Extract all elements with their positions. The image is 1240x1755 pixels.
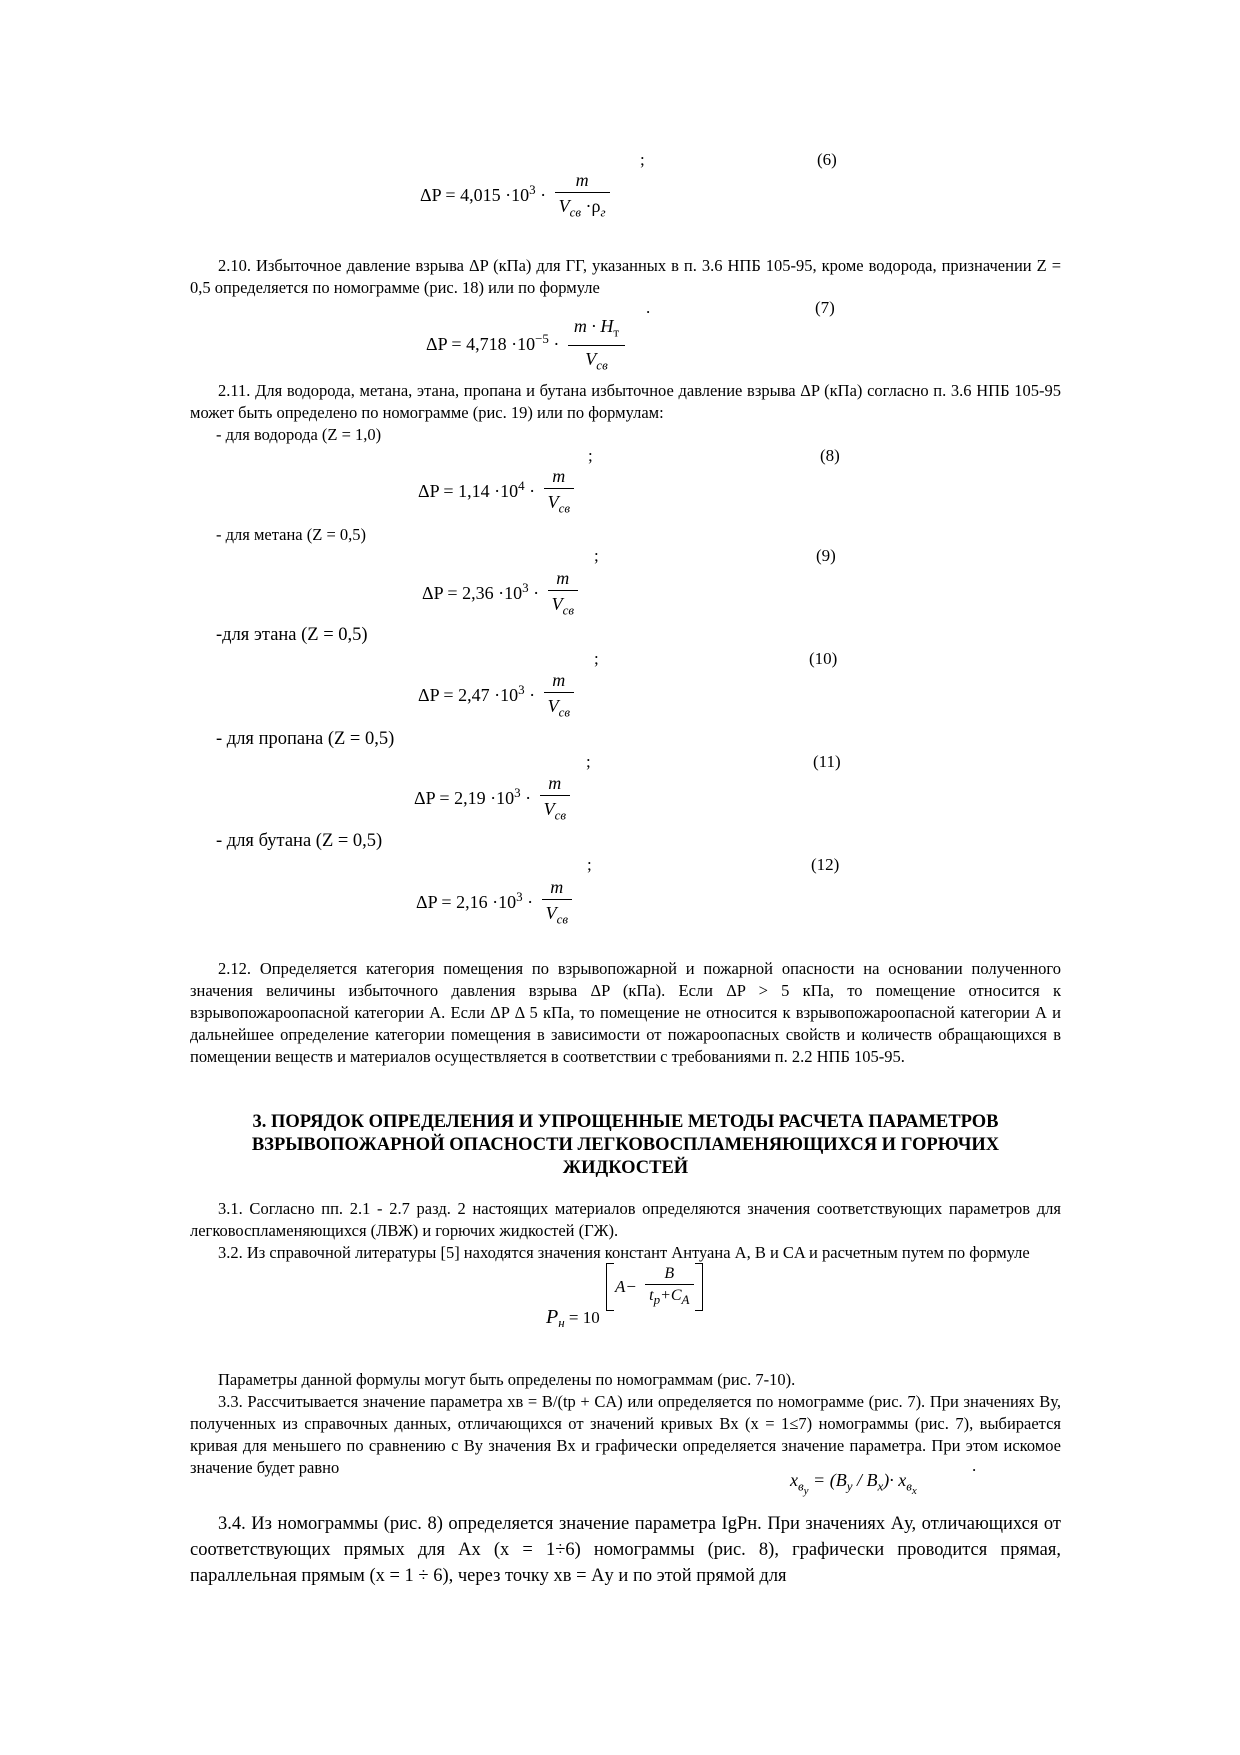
formula-eq8 [418,464,574,522]
eq12-exp: 3 [516,888,523,904]
pn-denom-plus: +C [660,1287,682,1304]
eq7-denom-v: V [585,348,597,369]
eq12-denom-v: V [545,903,557,923]
formula-eq10 [418,668,574,726]
pn-lhs-sub: н [558,1315,565,1331]
eq12-numerator: m [542,875,572,900]
eq8-denom-v: V [547,492,559,512]
eq8-exp: 4 [518,477,525,493]
eq8-fraction [544,464,574,522]
eq12-denominator [542,900,572,933]
eq6-denom-rho-sub: г [600,204,606,220]
eq10-lhs: ΔP = 2,47 ·10 [418,684,519,705]
xv-x: x [790,1470,798,1490]
formula-eq12 [416,875,572,933]
label-propane: - для пропана (Z = 0,5) [216,729,395,749]
eq9-denom-v: V [551,594,563,614]
paragraph-2-12-text: 2.12. Определяется категория помещения по взрывопожарной и пожарной опасности на основании полученного значения величины избыточного давления взрыва ΔP (кПа). Если ΔP > 5 кПа, то помещение относится к взрывопожароопасной категории А. Если ΔP Δ 5 кПа, то помещение не относится к взрывопожароопасной категории А и дальнейшее определение категории помещения в зависимости от пожароопасных свойств и количеств обращающихся в помещении веществ и материалов осуществляется в соответствии с требованиями п. 2.2 НПБ 105-95. [190,959,1061,1066]
eq11-denominator [540,796,570,829]
xv-subsub: y [803,1485,809,1497]
eq11-semicolon: ; [586,752,591,771]
eq11-numerator: m [540,771,570,796]
eq10-fraction [544,668,574,726]
eq6-denom-v: V [558,196,570,216]
eq9-numerator: m [548,566,578,591]
eq8-denominator [544,489,574,522]
eq7-number: (7) [815,298,835,317]
eq9-semicolon: ; [594,546,599,565]
eq8-lhs: ΔP = 1,14 ·10 [418,480,519,501]
eq8-dot: · [524,480,536,501]
eq9-fraction [548,566,578,624]
pn-denom-sub2: A [681,1292,690,1308]
eq9-exp: 3 [522,579,529,595]
eq6-denom-rho: ·ρ [581,196,601,216]
eq11-denom-sub: св [554,807,566,823]
label-hydrogen: - для водорода (Z = 1,0) [216,425,382,444]
paragraph-3-3 [190,1369,1061,1479]
eq11-fraction [540,771,570,829]
xv-tail: )· x [883,1470,907,1490]
label-ethane: -для этана (Z = 0,5) [216,625,368,645]
eq6-number: (6) [817,150,837,169]
section-3-heading: 3. ПОРЯДОК ОПРЕДЕЛЕНИЯ И УПРОЩЕННЫЕ МЕТОДЫ РАСЧЕТА ПАРАМЕТРОВ ВЗРЫВОПОЖАРНОЙ ОПАСНОСТИ ЛЕГКОВОСПЛАМЕНЯЮЩИХСЯ И ГОРЮЧИХ ЖИДКОСТЕЙ [251,1112,1000,1178]
paragraph-2-11 [190,380,1061,424]
eq6-fraction [555,168,610,226]
xv-t-sub: в [906,1478,912,1494]
eq7-lhs: ΔP = 4,718 ·10 [426,334,536,355]
eq6-lhs: ΔP = 4,015 ·10 [420,184,530,205]
paragraph-3-1-3-2 [190,1198,1061,1264]
eq10-number: (10) [809,649,838,668]
eq7-numerator [568,314,625,346]
paragraph-3-4-text: 3.4. Из номограммы (рис. 8) определяется значение параметра IgPн. При значениях Aу, отличающихся от соответствующих прямых для Aх (х = 1÷6) номограммы (рис. 8), графически проводится прямая, параллельная прямым (х = 1 ÷ 6), через точку xв = Aу и по этой прямой для [190,1514,1061,1586]
pn-denominator [645,1285,693,1311]
eq7-exp: −5 [535,331,549,347]
eq12-dot: · [522,891,534,912]
eq8-denom-sub: св [558,500,570,516]
pn-denom-sub: p [653,1292,661,1308]
eq10-semicolon: ; [594,649,599,668]
xv-mid: / B [852,1470,878,1490]
pn-a: A− [615,1277,637,1297]
paragraph-params-text: Параметры данной формулы могут быть определены по номограммам (рис. 7-10). [218,1370,796,1389]
eq10-denominator [544,693,574,726]
paragraph-3-1-text: 3.1. Согласно пп. 2.1 - 2.7 разд. 2 настоящих материалов определяются значения соответствующих параметров для легковоспламеняющихся (ЛВЖ) и горючих жидкостей (ГЖ). [190,1199,1061,1240]
paragraph-3-2-text: 3.2. Из справочной литературы [5] находятся значения констант Антуана A, B и CA и расчетным путем по формуле [218,1243,1030,1262]
eq7-denominator [568,346,625,379]
eq10-denom-sub: св [558,704,570,720]
xv-b-sub2: x [877,1478,884,1494]
eq7-fraction [568,314,625,378]
eq8-semicolon: ; [588,446,593,465]
eq6-dot: · [535,184,547,205]
xv-t-subsub: x [911,1485,917,1497]
pn-eq: = 10 [564,1307,600,1327]
eq9-denom-sub: св [562,602,574,618]
xv-b-sub: y [846,1478,853,1494]
formula-xv [790,1470,917,1497]
eq8-numerator: m [544,464,574,489]
formula-eq6 [420,168,610,226]
formula-pn [546,1265,703,1331]
eq9-number: (9) [816,546,836,565]
pn-lhs: P [546,1305,559,1328]
eq9-denominator [548,591,578,624]
label-methane: - для метана (Z = 0,5) [216,525,366,544]
eq11-exp: 3 [514,784,521,800]
eq7-denom-sub: св [596,357,608,373]
eq10-numerator: m [544,668,574,693]
eq6-numerator: m [555,168,610,193]
p33-dot: . [972,1456,977,1475]
eq12-number: (12) [811,855,840,874]
eq6-denom-sub: св [569,204,581,220]
eq12-denom-sub: св [556,911,568,927]
eq9-dot: · [528,582,540,603]
label-butane: - для бутана (Z = 0,5) [216,831,383,851]
eq7-dot-mark: . [646,298,651,317]
eq10-denom-v: V [547,696,559,716]
eq7-dot: · [548,334,560,355]
formula-eq9 [422,566,578,624]
pn-numerator: B [645,1263,693,1285]
paragraph-2-10-text: 2.10. Избыточное давление взрыва ΔP (кПа) для ГГ, указанных в п. 3.6 НПБ 105-95, кроме водорода, призначении Z = 0,5 определяется по номограмме (рис. 18) или по формуле [190,256,1061,297]
paragraph-2-10 [190,255,1061,299]
eq10-exp: 3 [518,681,525,697]
paragraph-3-4 [190,1511,1061,1589]
xv-rest: = (B [808,1470,847,1490]
eq11-lhs: ΔP = 2,19 ·10 [414,787,515,808]
eq9-lhs: ΔP = 2,36 ·10 [422,582,523,603]
eq12-semicolon: ; [587,855,592,874]
paragraph-2-11-text: 2.11. Для водорода, метана, этана, пропана и бутана избыточное давление взрыва ΔP (кПа) согласно п. 3.6 НПБ 105-95 может быть определено по номограмме (рис. 19) или по формулам: [190,381,1061,422]
paragraph-3-3-text: 3.3. Рассчитывается значение параметра xв = B/(tр + CА) или определяется по номограмме (рис. 7). При значениях Bу, полученных из справочных данных, отличающихся от значений кривых Bх (х = 1≤7) номограммы (рис. 7), выбирается кривая для меньшего по сравнению с Bу значения Bх и графически определяется значение параметра. При этом искомое значение будет равно [190,1392,1061,1477]
pn-fraction [645,1263,693,1311]
xv-sub: в [798,1478,804,1494]
eq6-denominator [555,193,610,226]
eq11-number: (11) [813,752,841,771]
eq6-exp: 3 [529,181,536,197]
eq7-numer-text: m · H [573,316,614,336]
formula-eq11 [414,771,570,829]
eq12-fraction [542,875,572,933]
eq11-denom-v: V [543,799,555,819]
eq6-semicolon: ; [640,150,645,169]
formula-eq7 [426,314,625,378]
eq7-numer-sub: т [613,324,620,340]
eq8-number: (8) [820,446,840,465]
pn-exponent-bracket [606,1263,702,1311]
pn-denom-t: t [649,1287,654,1304]
eq11-dot: · [520,787,532,808]
eq12-lhs: ΔP = 2,16 ·10 [416,891,517,912]
eq10-dot: · [524,684,536,705]
paragraph-2-12 [190,958,1061,1068]
